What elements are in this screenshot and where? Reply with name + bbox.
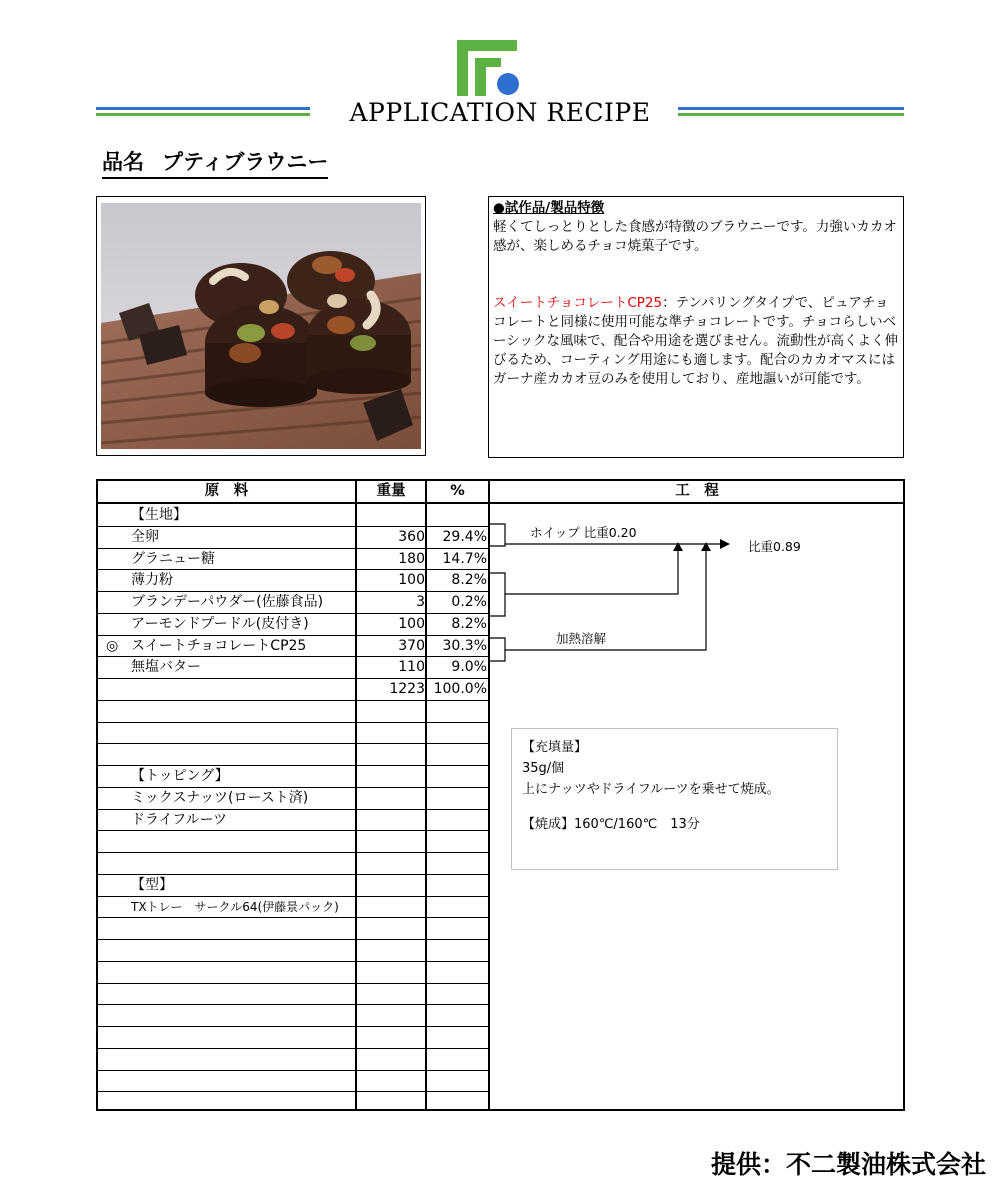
company-logo [455, 38, 523, 98]
ingredient-weight [357, 765, 425, 787]
ingredient-percent: 8.2% [451, 615, 487, 632]
header-rule-left [96, 107, 310, 119]
ingredient-percent [428, 504, 487, 526]
ingredient-name: グラニュー糖 [131, 550, 215, 567]
ingredient-weight [357, 722, 425, 744]
ingredient-weight: 3 [416, 594, 425, 610]
ingredient-weight [357, 1004, 425, 1026]
ingredient-percent [428, 830, 487, 852]
ingredient-percent: 8.2% [451, 572, 487, 589]
ingredient-percent: 29.4% [442, 528, 487, 545]
ingredient-percent [428, 983, 487, 1005]
ingredient-percent [428, 1091, 487, 1113]
ingredient-percent [428, 1026, 487, 1048]
ingredient-weight: 110 [398, 659, 425, 676]
header-percent: % [450, 483, 465, 499]
ingredient-weight [357, 700, 425, 722]
provider-credit: 提供：不二製油株式会社 [710, 1150, 986, 1179]
header-process: 工 程 [675, 483, 719, 499]
ingredient-weight: 100 [398, 615, 425, 632]
ingredient-weight [357, 874, 425, 896]
ingredient-name: スイートチョコレートCP25 [131, 637, 307, 654]
ingredient-weight [357, 852, 425, 874]
ingredient-name: TXトレー サークル64(伊藤景パック) [131, 899, 339, 914]
ingredient-name: ドライフルーツ [131, 811, 228, 828]
ingredient-weight: 180 [398, 550, 425, 567]
ingredient-percent [428, 939, 487, 961]
ingredient-percent [428, 809, 487, 831]
ingredient-name: 薄力粉 [131, 572, 173, 589]
ingredient-name: ブランデーパウダー(佐藤食品) [131, 594, 324, 610]
features-text: 軽くてしっとりとした食感が特徴のブラウニーです。力強いカカオ感が、楽しめるチョコ焼菓子です。 [493, 219, 897, 254]
ingredient-weight [357, 939, 425, 961]
ingredient-percent [428, 852, 487, 874]
recipe-table [96, 479, 905, 1111]
bake-conditions: 【焼成】160℃/160℃ 13分 [522, 817, 700, 832]
ingredient-percent [428, 1004, 487, 1026]
ingredient-percent [428, 896, 487, 918]
ingredient-percent: 14.7% [442, 550, 487, 567]
ingredient-name: 全卵 [131, 528, 159, 545]
ingredient-percent: 9.0% [451, 659, 487, 676]
ingredient-weight [357, 896, 425, 918]
product-features [488, 196, 904, 458]
ingredient-weight [357, 504, 425, 526]
ingredient-weight [357, 961, 425, 983]
ingredient-weight: 100 [398, 572, 425, 589]
page-title: APPLICATION RECIPE [349, 98, 651, 127]
chocolate-description: ：テンパリングタイプで、ピュアチョコレートと同様に使用可能な準チョコレートです。チョコらしいベーシックな風味で、配合や用途を選びません。流動性が高くよく伸びるため、コーティング用途にも適します。配合のカカオマスにはガーナ産カカオ豆のみを使用しており、産地謳いが可能です。 [493, 295, 898, 387]
ingredient-weight [357, 1048, 425, 1070]
features-chocolate-text [493, 294, 899, 389]
ingredient-name: 【トッピング】 [131, 768, 229, 784]
ingredient-name: アーモンドプードル(皮付き) [131, 615, 309, 632]
chocolate-highlight: スイートチョコレートCP25 [493, 295, 663, 311]
product-name: プティブラウニー [162, 150, 329, 174]
ingredient-percent [428, 743, 487, 765]
ingredient-percent [428, 1048, 487, 1070]
brownie-photo [101, 203, 421, 449]
process-melt-label: 加熱溶解 [556, 631, 607, 646]
fill-heading: 【充填量】 [522, 740, 588, 755]
ingredient-weight: 1223 [389, 681, 425, 697]
ingredient-weight [357, 787, 425, 809]
header-weight: 重量 [376, 483, 406, 499]
features-heading: ●試作品/製品特徴 [493, 200, 605, 216]
ingredient-weight [357, 1070, 425, 1092]
ingredient-percent [428, 787, 487, 809]
ingredient-percent: 0.2% [451, 594, 487, 610]
ingredient-name: 【生地】 [131, 507, 187, 523]
ingredient-percent [428, 765, 487, 787]
ingredient-percent [428, 722, 487, 744]
ingredient-weight: 370 [398, 637, 425, 654]
product-label: 品名 [102, 150, 144, 174]
process-final-label: 比重0.89 [748, 539, 801, 554]
ingredient-percent: 30.3% [442, 637, 487, 654]
ingredient-name: 【型】 [131, 876, 173, 893]
ingredient-percent: 100.0% [433, 681, 487, 697]
ingredient-name: ミックスナッツ(ロースト済) [131, 789, 309, 806]
product-photo-frame [96, 196, 426, 456]
ingredient-weight [357, 1091, 425, 1113]
ingredient-percent [428, 700, 487, 722]
row-mark: ◎ [106, 637, 119, 654]
fill-note: 上にナッツやドライフルーツを乗せて焼成。 [522, 782, 780, 797]
ingredient-percent [428, 1070, 487, 1092]
process-whip-label: ホイップ 比重0.20 [530, 525, 637, 540]
ingredient-weight [357, 983, 425, 1005]
ingredient-weight [357, 830, 425, 852]
fill-amount: 35g/個 [522, 761, 565, 776]
ingredient-weight [357, 743, 425, 765]
ingredient-weight [357, 1026, 425, 1048]
ingredient-weight: 360 [398, 528, 425, 545]
ingredient-name: 無塩バター [131, 659, 201, 676]
filling-baking-note [511, 728, 838, 870]
header-rule-right [678, 107, 904, 119]
ingredient-weight [357, 809, 425, 831]
product-name-heading [102, 146, 328, 179]
header-ingredient: 原 料 [204, 483, 249, 499]
ingredient-percent [428, 961, 487, 983]
ingredient-weight [357, 917, 425, 939]
ingredient-percent [428, 874, 487, 896]
ingredient-percent [428, 917, 487, 939]
